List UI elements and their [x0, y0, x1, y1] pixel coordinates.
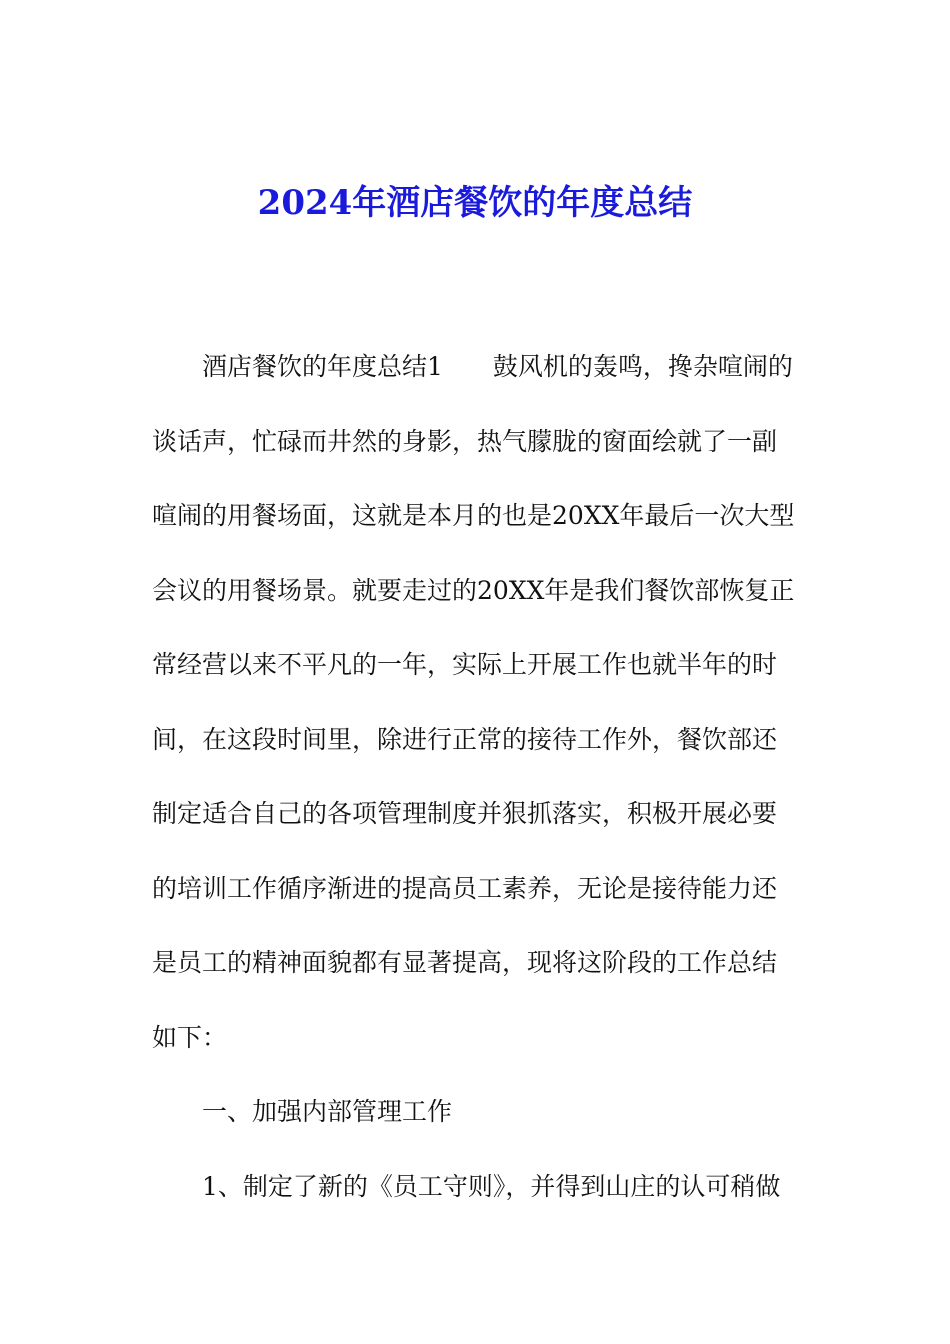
paragraph-line-text: 鼓风机的轰鸣，搀杂喧闹的 [492, 352, 793, 381]
paragraph-line: 喧闹的用餐场面，这就是本月的也是20XX年最后一次大型 [152, 501, 795, 530]
paragraph-line: 会议的用餐场景。就要走过的20XX年是我们餐饮部恢复正 [152, 575, 795, 605]
section-heading: 一、加强内部管理工作 [202, 1097, 453, 1126]
list-item-line: 1、制定了新的《员工守则》，并得到山庄的认可稍做 [202, 1171, 781, 1201]
paragraph-line: 谈话声，忙碌而井然的身影，热气朦胧的窗面绘就了一副 [152, 426, 778, 456]
paragraph-line: 常经营以来不平凡的一年，实际上开展工作也就半年的时 [152, 650, 778, 679]
paragraph-line: 制定适合自己的各项管理制度并狠抓落实，积极开展必要 [152, 799, 778, 828]
paragraph-line [152, 330, 812, 405]
paragraph-line: 如下： [152, 1022, 228, 1052]
paragraph-line: 间，在这段时间里，除进行正常的接待工作外，餐饮部还 [152, 724, 778, 754]
paragraph-line: 的培训工作循序渐进的提高员工素养，无论是接待能力还 [152, 873, 778, 903]
document-body [152, 330, 812, 1224]
paragraph-lead: 酒店餐饮的年度总结1 [202, 352, 443, 381]
document-title: 2024年酒店餐饮的年度总结 [257, 183, 693, 223]
paragraph-line: 是员工的精神面貌都有显著提高，现将这阶段的工作总结 [152, 948, 778, 977]
